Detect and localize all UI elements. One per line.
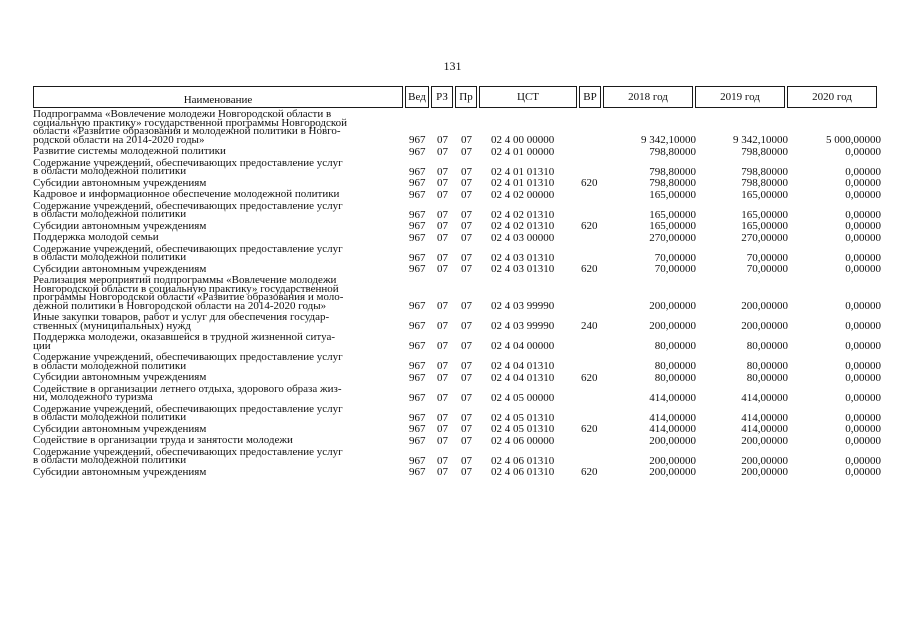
row-rz: 07 <box>437 300 448 312</box>
row-amount-2019: 80,00000 <box>746 340 788 352</box>
row-amount-2018: 414,00000 <box>649 411 696 424</box>
row-amount-2019: 80,00000 <box>746 360 788 372</box>
row-name: Содержание учреждений, обеспечивающих предоставление услуг в области молодежной политики <box>33 156 343 177</box>
row-amount-2018: 798,80000 <box>649 177 696 189</box>
row-pr: 07 <box>461 360 472 372</box>
row-amount-2020: 0,00000 <box>845 434 881 447</box>
header-2018: 2018 год <box>603 86 693 108</box>
row-amount-2020: 0,00000 <box>845 165 881 178</box>
row-name: Содержание учреждений, обеспечивающих предоставление услуг в области молодежной политики <box>33 445 343 466</box>
row-ved: 967 <box>409 165 426 178</box>
header-rz: РЗ <box>431 86 453 108</box>
row-amount-2020: 0,00000 <box>845 454 881 467</box>
table-row <box>33 382 881 405</box>
row-amount-2018: 798,80000 <box>649 165 696 178</box>
row-name: Содействие в организации летнего отдыха, здорового образа жиз- ни, молодежного туризма <box>33 382 342 403</box>
table-row <box>33 465 881 480</box>
row-pr: 07 <box>461 220 472 232</box>
row-amount-2019: 165,00000 <box>741 208 788 221</box>
row-name: Субсидии автономным учреждениям <box>33 465 207 478</box>
row-cst: 02 4 06 01310 <box>491 466 555 478</box>
row-cst: 02 4 01 00000 <box>491 145 555 158</box>
row-amount-2018: 270,00000 <box>649 231 696 244</box>
row-name: Поддержка молодой семьи <box>33 231 159 243</box>
row-amount-2020: 0,00000 <box>845 340 881 352</box>
row-amount-2018: 80,00000 <box>654 360 696 372</box>
header-cst: ЦСТ <box>479 86 577 108</box>
row-rz: 07 <box>437 423 448 435</box>
row-name: Субсидии автономным учреждениям <box>33 371 207 383</box>
row-rz: 07 <box>437 466 448 478</box>
row-amount-2018: 70,00000 <box>654 263 696 275</box>
row-amount-2019: 798,80000 <box>741 145 788 158</box>
row-amount-2019: 798,80000 <box>741 177 788 189</box>
row-amount-2018: 200,00000 <box>649 454 696 467</box>
row-amount-2019: 798,80000 <box>741 165 788 178</box>
row-pr: 07 <box>461 134 472 146</box>
row-cst: 02 4 00 00000 <box>491 134 555 146</box>
row-rz: 07 <box>437 411 448 424</box>
row-ved: 967 <box>409 391 426 404</box>
row-cst: 02 4 04 00000 <box>491 340 555 352</box>
row-ved: 967 <box>409 340 426 352</box>
page-number: 131 <box>443 59 462 73</box>
row-rz: 07 <box>437 165 448 178</box>
row-amount-2020: 0,00000 <box>845 188 881 201</box>
row-name: Субсидии автономным учреждениям <box>33 219 207 232</box>
row-amount-2018: 165,00000 <box>649 220 696 232</box>
row-amount-2019: 9 342,10000 <box>733 134 788 146</box>
row-pr: 07 <box>461 251 472 264</box>
row-pr: 07 <box>461 263 472 275</box>
row-amount-2018: 414,00000 <box>649 391 696 404</box>
row-pr: 07 <box>461 466 472 478</box>
table-row <box>33 276 881 313</box>
row-rz: 07 <box>437 263 448 275</box>
row-name: Иные закупки товаров, работ и услуг для обеспечения государ- ственных (муниципальных) нужд <box>33 311 330 332</box>
row-cst: 02 4 06 01310 <box>491 454 555 467</box>
row-ved: 967 <box>409 454 426 467</box>
row-pr: 07 <box>461 371 472 384</box>
row-rz: 07 <box>437 208 448 221</box>
row-cst: 02 4 03 01310 <box>491 251 555 264</box>
row-pr: 07 <box>461 300 472 312</box>
row-name: Подпрограмма «Вовлечение молодежи Новгородской области в социальную практику» государственной программы Новгородской области «Развитие образования и молодежной политики в Новго- родской области на 2014-2020 годы» <box>33 108 348 146</box>
row-rz: 07 <box>437 177 448 189</box>
row-amount-2018: 165,00000 <box>649 188 696 201</box>
row-cst: 02 4 03 00000 <box>491 231 555 244</box>
row-amount-2019: 70,00000 <box>746 251 788 264</box>
header-ved: Вед <box>405 86 429 108</box>
row-cst: 02 4 02 01310 <box>491 220 555 232</box>
row-cst: 02 4 05 00000 <box>491 391 555 404</box>
row-rz: 07 <box>437 454 448 467</box>
row-pr: 07 <box>461 320 472 332</box>
row-cst: 02 4 04 01310 <box>491 360 555 372</box>
row-amount-2018: 80,00000 <box>654 340 696 352</box>
row-amount-2020: 0,00000 <box>845 220 881 232</box>
row-amount-2019: 70,00000 <box>746 263 788 275</box>
table-header <box>33 86 881 108</box>
row-amount-2018: 165,00000 <box>649 208 696 221</box>
row-rz: 07 <box>437 188 448 201</box>
row-ved: 967 <box>409 263 426 275</box>
row-cst: 02 4 05 01310 <box>491 411 555 424</box>
row-ved: 967 <box>409 371 426 384</box>
row-pr: 07 <box>461 411 472 424</box>
row-pr: 07 <box>461 145 472 158</box>
row-cst: 02 4 01 01310 <box>491 177 555 189</box>
row-vr: 240 <box>581 320 598 332</box>
row-amount-2020: 0,00000 <box>845 263 881 275</box>
table-row <box>33 110 881 147</box>
row-pr: 07 <box>461 434 472 447</box>
row-ved: 967 <box>409 251 426 264</box>
row-amount-2020: 0,00000 <box>845 466 881 478</box>
row-pr: 07 <box>461 231 472 244</box>
row-name: Поддержка молодежи, оказавшейся в трудной жизненной ситуа- ции <box>33 331 335 352</box>
row-ved: 967 <box>409 220 426 232</box>
row-amount-2019: 200,00000 <box>741 300 788 312</box>
row-rz: 07 <box>437 220 448 232</box>
row-vr: 620 <box>581 371 598 384</box>
row-rz: 07 <box>437 371 448 384</box>
row-amount-2020: 0,00000 <box>845 360 881 372</box>
row-pr: 07 <box>461 391 472 404</box>
row-rz: 07 <box>437 134 448 146</box>
row-amount-2019: 200,00000 <box>741 454 788 467</box>
row-rz: 07 <box>437 145 448 158</box>
row-ved: 967 <box>409 320 426 332</box>
row-amount-2020: 0,00000 <box>845 371 881 384</box>
row-rz: 07 <box>437 251 448 264</box>
row-amount-2018: 80,00000 <box>654 371 696 384</box>
row-amount-2019: 200,00000 <box>741 320 788 332</box>
row-amount-2020: 0,00000 <box>845 391 881 404</box>
row-amount-2018: 200,00000 <box>649 300 696 312</box>
row-pr: 07 <box>461 423 472 435</box>
row-name: Субсидии автономным учреждениям <box>33 422 207 435</box>
row-amount-2019: 200,00000 <box>741 434 788 447</box>
table-body <box>33 110 881 479</box>
row-vr: 620 <box>581 177 598 189</box>
row-ved: 967 <box>409 360 426 372</box>
row-cst: 02 4 03 99990 <box>491 320 555 332</box>
row-amount-2018: 200,00000 <box>649 466 696 478</box>
row-amount-2019: 165,00000 <box>741 220 788 232</box>
row-name: Содействие в организации труда и занятости молодежи <box>33 434 293 446</box>
row-amount-2020: 0,00000 <box>845 300 881 312</box>
row-rz: 07 <box>437 434 448 447</box>
header-2020: 2020 год <box>787 86 877 108</box>
table-row <box>33 333 881 353</box>
row-cst: 02 4 05 01310 <box>491 423 555 435</box>
row-amount-2019: 200,00000 <box>741 466 788 478</box>
header-2019: 2019 год <box>695 86 785 108</box>
row-name: Субсидии автономным учреждениям <box>33 262 207 275</box>
row-name: Содержание учреждений, обеспечивающих предоставление услуг в области молодежной политики <box>33 199 343 220</box>
row-amount-2019: 414,00000 <box>741 391 788 404</box>
row-name: Развитие системы молодежной политики <box>33 145 226 157</box>
row-name: Субсидии автономным учреждениям <box>33 176 207 189</box>
row-pr: 07 <box>461 177 472 189</box>
row-ved: 967 <box>409 466 426 478</box>
row-ved: 967 <box>409 145 426 158</box>
row-ved: 967 <box>409 231 426 244</box>
row-amount-2020: 0,00000 <box>845 208 881 221</box>
row-rz: 07 <box>437 391 448 404</box>
header-vr: ВР <box>579 86 601 108</box>
row-amount-2019: 414,00000 <box>741 411 788 424</box>
row-ved: 967 <box>409 188 426 201</box>
row-amount-2020: 0,00000 <box>845 145 881 158</box>
header-pr: Пр <box>455 86 477 108</box>
row-name: Кадровое и информационное обеспечение молодежной политики <box>33 188 340 200</box>
row-amount-2020: 0,00000 <box>845 320 881 332</box>
row-amount-2019: 414,00000 <box>741 423 788 435</box>
row-amount-2020: 0,00000 <box>845 231 881 244</box>
row-cst: 02 4 03 01310 <box>491 263 555 275</box>
row-amount-2018: 200,00000 <box>649 434 696 447</box>
row-amount-2018: 414,00000 <box>649 423 696 435</box>
row-pr: 07 <box>461 454 472 467</box>
row-ved: 967 <box>409 411 426 424</box>
row-ved: 967 <box>409 300 426 312</box>
row-amount-2020: 0,00000 <box>845 411 881 424</box>
header-name: Наименование <box>33 86 403 108</box>
row-cst: 02 4 02 00000 <box>491 188 555 201</box>
row-cst: 02 4 03 99990 <box>491 300 555 312</box>
table-row <box>33 313 881 333</box>
row-name: Содержание учреждений, обеспечивающих предоставление услуг в области молодежной политики <box>33 242 343 263</box>
row-vr: 620 <box>581 466 598 478</box>
row-amount-2018: 9 342,10000 <box>641 134 696 146</box>
row-ved: 967 <box>409 434 426 447</box>
row-amount-2018: 200,00000 <box>649 320 696 332</box>
row-amount-2020: 5 000,00000 <box>826 134 881 146</box>
row-amount-2019: 165,00000 <box>741 188 788 201</box>
row-name: Реализация мероприятий подпрограммы «Вовлечение молодежи Новгородской области в социальную практику» государственной программы Новгородской области «Развитие образования и моло- дежной политики в Новгородской области на 2014-2020 годы» <box>33 274 344 312</box>
row-rz: 07 <box>437 340 448 352</box>
row-amount-2020: 0,00000 <box>845 177 881 189</box>
row-rz: 07 <box>437 360 448 372</box>
row-ved: 967 <box>409 134 426 146</box>
row-ved: 967 <box>409 177 426 189</box>
row-amount-2019: 80,00000 <box>746 371 788 384</box>
row-amount-2019: 270,00000 <box>741 231 788 244</box>
row-name: Содержание учреждений, обеспечивающих предоставление услуг в области молодежной политики <box>33 402 343 423</box>
row-pr: 07 <box>461 165 472 178</box>
row-ved: 967 <box>409 208 426 221</box>
row-cst: 02 4 04 01310 <box>491 371 555 384</box>
row-amount-2018: 798,80000 <box>649 145 696 158</box>
row-pr: 07 <box>461 188 472 201</box>
row-vr: 620 <box>581 423 598 435</box>
row-pr: 07 <box>461 208 472 221</box>
row-amount-2018: 70,00000 <box>654 251 696 264</box>
row-vr: 620 <box>581 220 598 232</box>
row-amount-2020: 0,00000 <box>845 251 881 264</box>
row-name: Содержание учреждений, обеспечивающих предоставление услуг в области молодежной политики <box>33 351 343 372</box>
row-ved: 967 <box>409 423 426 435</box>
row-cst: 02 4 01 01310 <box>491 165 555 178</box>
row-cst: 02 4 06 00000 <box>491 434 555 447</box>
row-rz: 07 <box>437 320 448 332</box>
row-vr: 620 <box>581 263 598 275</box>
row-amount-2020: 0,00000 <box>845 423 881 435</box>
row-rz: 07 <box>437 231 448 244</box>
row-cst: 02 4 02 01310 <box>491 208 555 221</box>
row-pr: 07 <box>461 340 472 352</box>
